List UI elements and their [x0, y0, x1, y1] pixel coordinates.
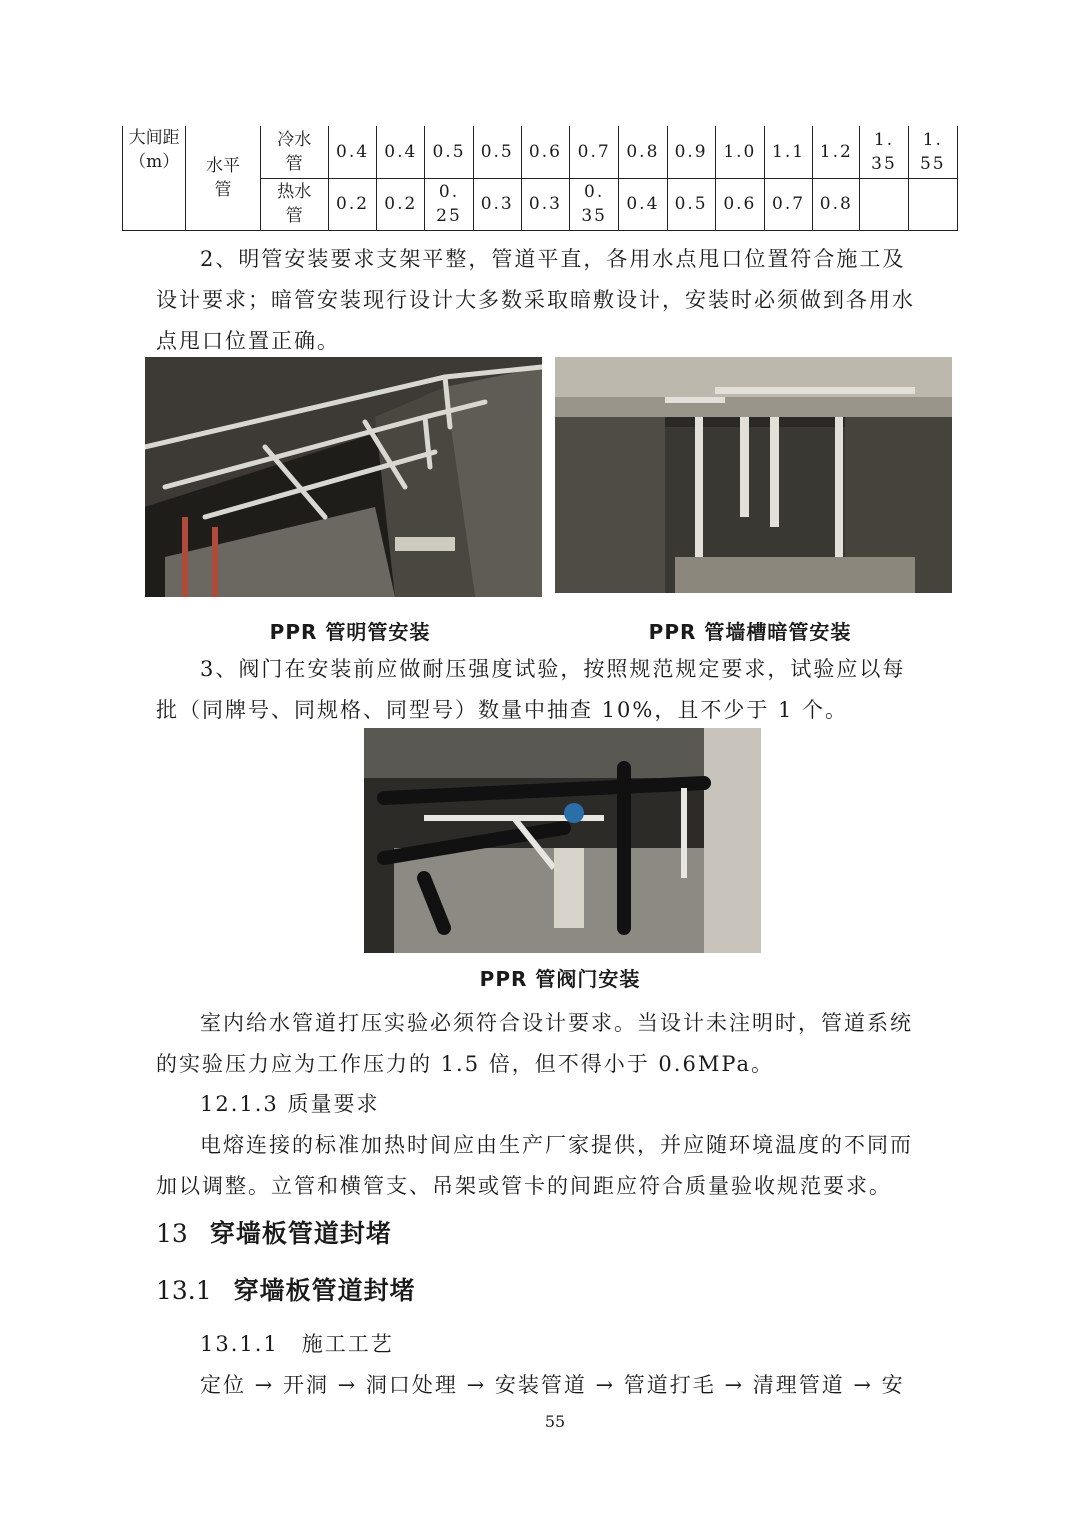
table-cell: 0.5	[473, 126, 521, 178]
paragraph-2: 2、明管安装要求支架平整，管道平直，各用水点甩口位置符合施工及设计要求；暗管安装现行设计大多数采取暗敷设计，安装时必须做到各用水点甩口位置正确。	[156, 247, 915, 353]
table-cell: 0.6	[521, 126, 569, 178]
table-cell: 0.2	[328, 178, 376, 230]
paragraph-5: 电熔连接的标准加热时间应由生产厂家提供，并应随环境温度的不同而加以调整。立管和横管支、吊架或管卡的间距应符合质量验收规范要求。	[156, 1133, 913, 1198]
process-flow: 定位 → 开洞 → 洞口处理 → 安装管道 → 管道打毛 → 清理管道 → 安	[200, 1373, 905, 1397]
section-number: 13	[156, 1219, 188, 1248]
caption-valve: PPR 管阀门安装	[479, 967, 641, 991]
group-label: 水平管	[205, 155, 240, 200]
table-cell: 0.7	[764, 178, 812, 230]
table-cell: 0.3	[521, 178, 569, 230]
table-cell: 0.8	[619, 126, 667, 178]
table-cell: 1.1	[764, 126, 812, 178]
pipe-type-cell: 热水管	[277, 182, 312, 226]
table-cell: 0.8	[813, 178, 860, 230]
section-13-1-heading	[156, 1271, 416, 1307]
table-cell: 0.5	[425, 126, 473, 178]
row-label: 大间距（m）	[128, 128, 180, 172]
table-cell: 0.9	[667, 126, 715, 178]
table-cell: 0.3	[473, 178, 521, 230]
pipe-support-spacing-table	[122, 126, 958, 231]
subsection-13-1-1: 13.1.1 施工工艺	[200, 1332, 394, 1356]
table-cell	[860, 178, 908, 230]
table-cell: 0.4	[619, 178, 667, 230]
paragraph-4: 室内给水管道打压实验必须符合设计要求。当设计未注明时，管道系统的实验压力应为工作压力的 1.5 倍，但不得小于 0.6MPa。	[156, 1011, 913, 1076]
page-number: 55	[544, 1412, 566, 1431]
table-cell: 0.4	[328, 126, 376, 178]
table-cell: 0.6	[715, 178, 764, 230]
table-cell: 1.2	[813, 126, 860, 178]
photo-concealed-pipe-installation	[555, 357, 952, 593]
table-cell: 1.55	[919, 129, 946, 174]
table-cell: 1.35	[871, 129, 897, 174]
pipe-type-cell: 冷水管	[277, 129, 312, 174]
table-cell: 0.4	[377, 126, 425, 178]
caption-exposed-pipe: PPR 管明管安装	[269, 620, 431, 644]
table-cell: 0.25	[436, 182, 462, 226]
table-cell: 0.7	[570, 126, 619, 178]
photo-valve-installation	[364, 728, 761, 953]
paragraph-3: 3、阀门在安装前应做耐压强度试验，按照规范规定要求，试验应以每批（同牌号、同规格、同型号）数量中抽查 10%，且不少于 1 个。	[156, 657, 906, 722]
caption-concealed-pipe: PPR 管墙槽暗管安装	[648, 620, 852, 644]
section-13-heading	[156, 1214, 392, 1250]
table-cell: 1.0	[715, 126, 764, 178]
table-cell	[908, 178, 957, 230]
section-title: 穿墙板管道封堵	[209, 1219, 392, 1248]
table-cell: 0.35	[581, 182, 607, 226]
photo-exposed-pipe-installation	[145, 357, 542, 597]
section-title: 穿墙板管道封堵	[233, 1276, 416, 1305]
subsection-12-1-3: 12.1.3 质量要求	[200, 1092, 380, 1116]
table-cell: 0.5	[667, 178, 715, 230]
table-row	[123, 126, 958, 178]
table-cell: 0.2	[377, 178, 425, 230]
section-number: 13.1	[156, 1276, 212, 1305]
